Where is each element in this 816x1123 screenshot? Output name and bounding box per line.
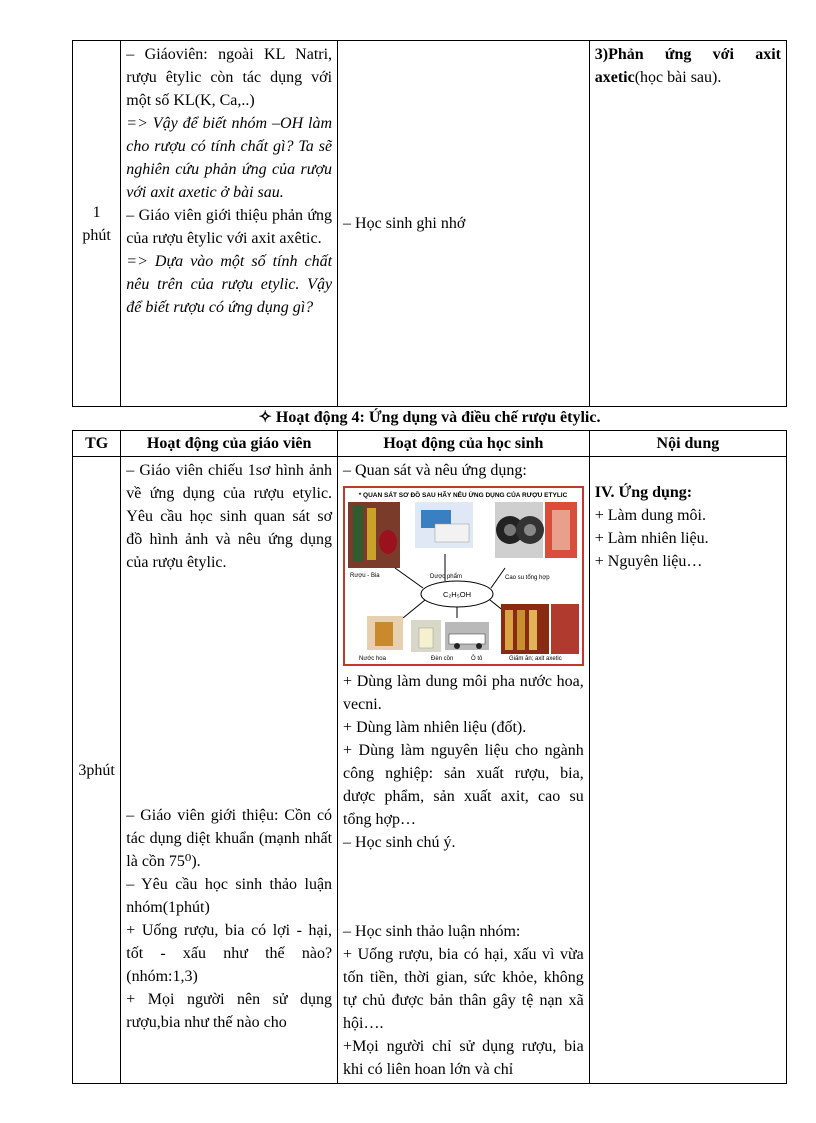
content-title: IV. Ứng dụng: <box>594 484 693 501</box>
section-title: ✧ Hoạt động 4: Ứng dụng và điều chế rượu êtylic. <box>258 409 601 426</box>
label-rubber: Cao su tổng hợp <box>505 575 550 581</box>
header-time: TG <box>73 431 121 457</box>
ethanol-formula: C₂H₅OH <box>443 590 472 599</box>
student-text-1: – Quan sát và nêu ứng dụng: <box>343 462 527 479</box>
ethanol-applications-diagram <box>345 488 582 664</box>
teacher-text-5: + Mọi người nên sử dụng rượu,bia như thế nào cho <box>126 991 333 1031</box>
header-student: Hoạt động của học sinh <box>338 431 590 457</box>
teacher-activity-cell <box>121 41 338 407</box>
content-cell <box>589 457 786 1084</box>
teacher-text-4: + Uống rượu, bia có lợi - hại, tốt - xấu như thế nào?(nhóm:1,3) <box>126 922 333 985</box>
student-text-4: + Dùng làm nguyên liệu cho ngành công nghiệp: sản xuất rượu, bia, dược phẩm, sản xuất axit, cao su tổng hợp… <box>343 742 584 828</box>
applications-illustration <box>343 486 584 666</box>
content-item-3: + Nguyên liệu… <box>594 553 703 570</box>
label-lamp: Đèn cồn <box>431 656 454 662</box>
header-teacher: Hoạt động của giáo viên <box>121 431 338 457</box>
activity-row <box>73 457 787 1084</box>
teacher-text-3: – Yêu cầu học sinh thảo luận nhóm(1phút) <box>126 876 333 916</box>
teacher-text-2: – Giáo viên giới thiệu: Cồn có tác dụng diệt khuẩn (mạnh nhất là cồn 75⁰). <box>126 807 333 870</box>
content-item-1: + Làm dung môi. <box>594 507 706 524</box>
lesson-table-top <box>72 40 787 407</box>
content-note: (học bài sau). <box>634 69 722 86</box>
label-vinegar: Giấm ăn; axit axetic <box>509 656 562 662</box>
label-pharma: Dược phẩm <box>430 574 463 580</box>
teacher-text-1: – Giáo viên chiếu 1sơ hình ảnh về ứng dụng của rượu etylic. Yêu cầu học sinh quan sát sơ đồ hình ảnh và nêu ứng dụng của rượu êtylic. <box>126 462 333 571</box>
content-cell <box>589 41 786 407</box>
label-perfume: Nước hoa <box>359 656 387 662</box>
student-text-7: + Uống rượu, bia có hại, xấu vì vừa tốn tiền, thời gian, sức khỏe, không tự chủ được bản thân gây tệ nạn xã hội…. <box>343 946 584 1032</box>
student-text-5: – Học sinh chú ý. <box>343 834 456 851</box>
student-text-3: + Dùng làm nhiên liệu (đốt). <box>343 719 527 736</box>
time-cell <box>73 41 121 407</box>
teacher-text-4: => Dựa vào một số tính chất nêu trên của rượu etylic. Vậy để biết rượu có ứng dụng gì? <box>126 253 333 316</box>
teacher-activity-cell <box>121 457 338 1084</box>
lesson-table-main <box>72 430 787 1084</box>
student-text-6: – Học sinh thảo luận nhóm: <box>343 923 521 940</box>
time-value: 3phút <box>78 761 115 779</box>
student-text: – Học sinh ghi nhớ <box>343 215 466 232</box>
header-row <box>73 431 787 457</box>
illus-title: * QUAN SÁT SƠ ĐỒ SAU HÃY NÊU ỨNG DỤNG CỦA RƯỢU ETYLIC <box>358 492 568 499</box>
label-car: Ô tô <box>471 656 483 662</box>
label-wine: Rượu - Bia <box>350 573 380 579</box>
time-value: 1 phút <box>82 203 111 244</box>
student-text-8: +Mọi người chỉ sử dụng rượu, bia khi có liên hoan lớn và chỉ <box>343 1038 584 1078</box>
student-activity-cell <box>338 41 590 407</box>
teacher-text-3: – Giáo viên giới thiệu phản ứng của rượu êtylic với axit axêtic. <box>126 207 333 247</box>
time-cell <box>73 457 121 1084</box>
content-item-2: + Làm nhiên liệu. <box>594 530 709 547</box>
content-heading: 3)Phản ứng với axit axetic <box>594 46 781 86</box>
header-content: Nội dung <box>589 431 786 457</box>
teacher-text-2: => Vậy để biết nhóm –OH làm cho rượu có tính chất gì? Ta sẽ nghiên cứu phản ứng của rượu với axit axetic ở bài sau. <box>126 115 333 201</box>
student-activity-cell <box>338 457 590 1084</box>
teacher-text-1: – Giáoviên: ngoài KL Natri, rượu êtylic còn tác dụng với một số KL(K, Ca,..) <box>126 46 333 109</box>
student-text-2: + Dùng làm dung môi pha nước hoa, vecni. <box>343 673 584 713</box>
